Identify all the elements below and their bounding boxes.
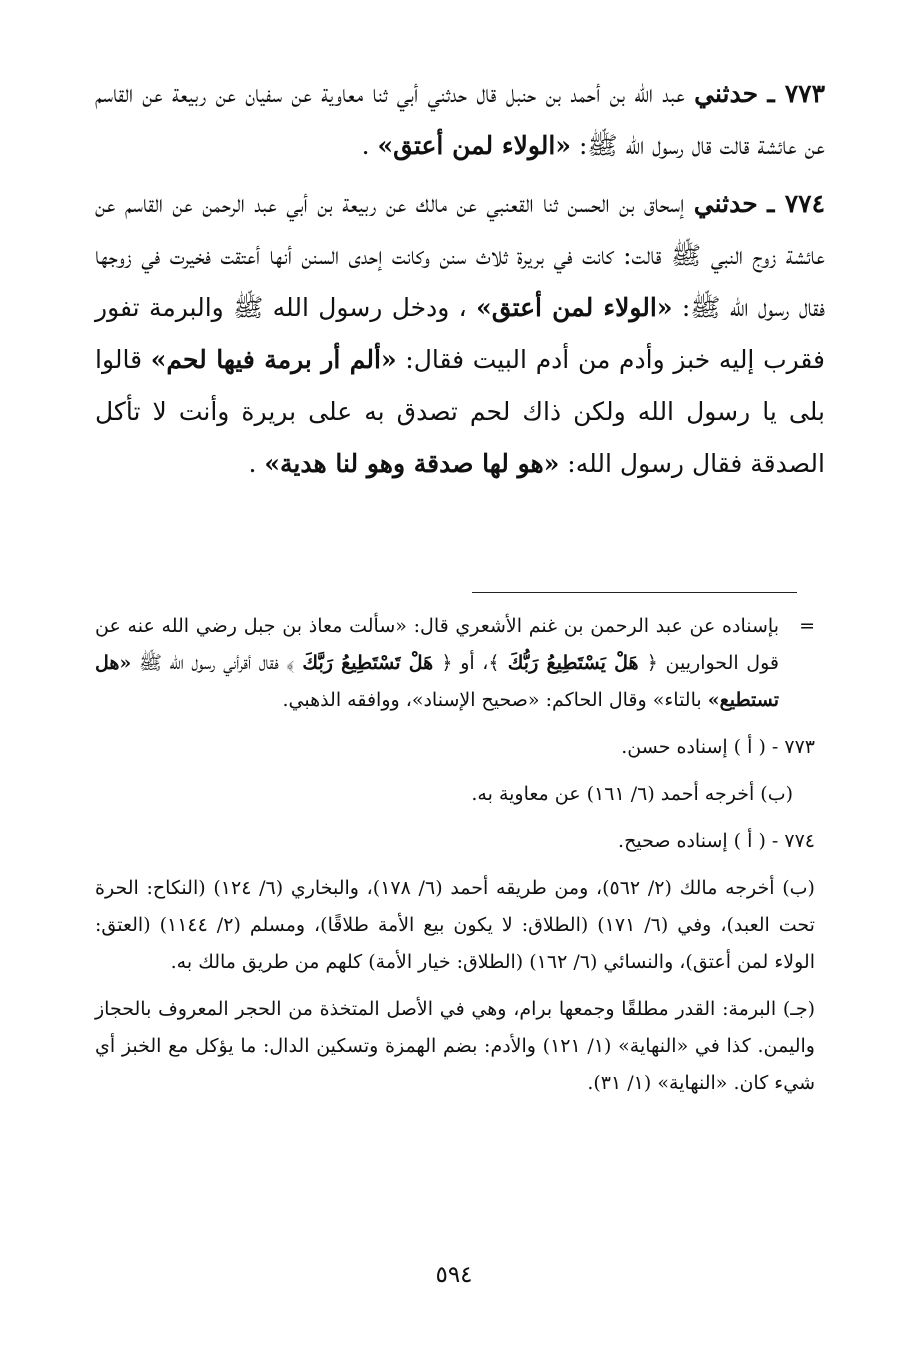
footnotes — [95, 608, 815, 1112]
quran-quote: هَلْ تَسْتَطِيعُ رَبَّكَ — [294, 652, 442, 674]
hadith-quote: «الولاء لمن أعتق» — [476, 293, 673, 322]
footnote-774-c: (جـ) البرمة: القدر مطلقًا وجمعها برام، وهي في الأصل المتخذة من الحجر المعروف بالحجاز واليمن. كذا في «النهاية» (١/ ١٢١) والأدم: بضم الهمزة وتسكين الدال: ما يؤكل مع الخبز أي شيء كان. «النهاية» (١/ ٣١). — [95, 998, 815, 1094]
hadith-text: قالوا بلى يا رسول الله ولكن ذاك لحم تصدق به على بريرة وأنت لا تأكل الصدقة فقال رسول الله: — [95, 345, 825, 478]
footnote-text: بالتاء» وقال الحاكم: «صحيح الإسناد»، ووافقه الذهبي. — [282, 689, 708, 711]
footnote-773-b: (ب) أخرجه أحمد (٦/ ١٦١) عن معاوية به. — [471, 783, 793, 805]
hadith-text: ، ودخل رسول الله ﷺ والبرمة تفور فقرب إليه خبز وأدم من أدم البيت فقال: — [95, 293, 826, 374]
footnote-continuation — [95, 608, 815, 719]
hadith-quote: «ألم أر برمة فيها لحم» — [150, 345, 397, 374]
hadith-quote: «الولاء لمن أعتق» — [377, 131, 571, 160]
footnote-divider — [472, 592, 797, 593]
hadith-text: عبد الله بن أحمد بن حنبل قال حدثني أبي ثنا معاوية عن سفيان عن ربيعة عن القاسم عن عائشة قالت قال رسول الله ﷺ: — [95, 79, 825, 160]
hadith-opening: حدثني — [694, 79, 759, 108]
footnote-773-a: ٧٧٣ - ( أ ) إسناده حسن. — [621, 736, 815, 758]
continuation-mark: = — [799, 615, 815, 637]
hadith-773 — [95, 68, 825, 172]
hadith-end: . — [361, 131, 370, 160]
hadith-opening: حدثني — [693, 189, 758, 218]
footnote-text: ﴾، أو ﴿ — [441, 652, 500, 674]
hadith-number: ٧٧٣ ـ — [767, 79, 826, 108]
footnote-text: ﴾ فقال أقرأني رسول الله ﷺ — [131, 652, 295, 674]
hadith-end: . — [248, 449, 257, 478]
hadith-text: إسحاق بن الحسن ثنا القعنبي عن مالك عن ربيعة بن أبي عبد الرحمن عن القاسم عن عائشة زوج النبي ﷺ قالت: كانت في بريرة ثلاث سنن وكانت إحدى السنن أنها أعتقت فخيرت في زوجها فقال رسول الله ﷺ: — [95, 189, 825, 322]
hadith-number: ٧٧٤ ـ — [767, 189, 826, 218]
footnote-774-a: ٧٧٤ - ( أ ) إسناده صحيح. — [618, 830, 815, 852]
footnote-text: بإسناده عن عبد الرحمن بن غنم الأشعري قال: «سألت معاذ بن جبل رضي الله عنه عن قول الحواريين ﴿ — [95, 615, 779, 674]
page-number: ٥٩٤ — [435, 1262, 473, 1288]
quran-quote: هَلْ يَسْتَطِيعُ رَبُّكَ — [499, 652, 647, 674]
footnote-774-b: (ب) أخرجه مالك (٢/ ٥٦٢)، ومن طريقه أحمد (٦/ ١٧٨)، والبخاري (٦/ ١٢٤) (النكاح: الحرة تحت العبد)، وفي (٦/ ١٧١) (الطلاق: لا يكون بيع الأمة طلاقًا)، ومسلم (٢/ ١١٤٤) (العتق: الولاء لمن أعتق)، والنسائي (٦/ ١٦٢) (الطلاق: خيار الأمة) كلهم من طريق مالك به. — [95, 877, 815, 973]
hadith-quote: «هل تستطيع» — [95, 652, 779, 711]
main-text — [95, 68, 825, 496]
hadith-774 — [95, 178, 825, 490]
hadith-quote: «هو لها صدقة وهو لنا هدية» — [264, 449, 560, 478]
